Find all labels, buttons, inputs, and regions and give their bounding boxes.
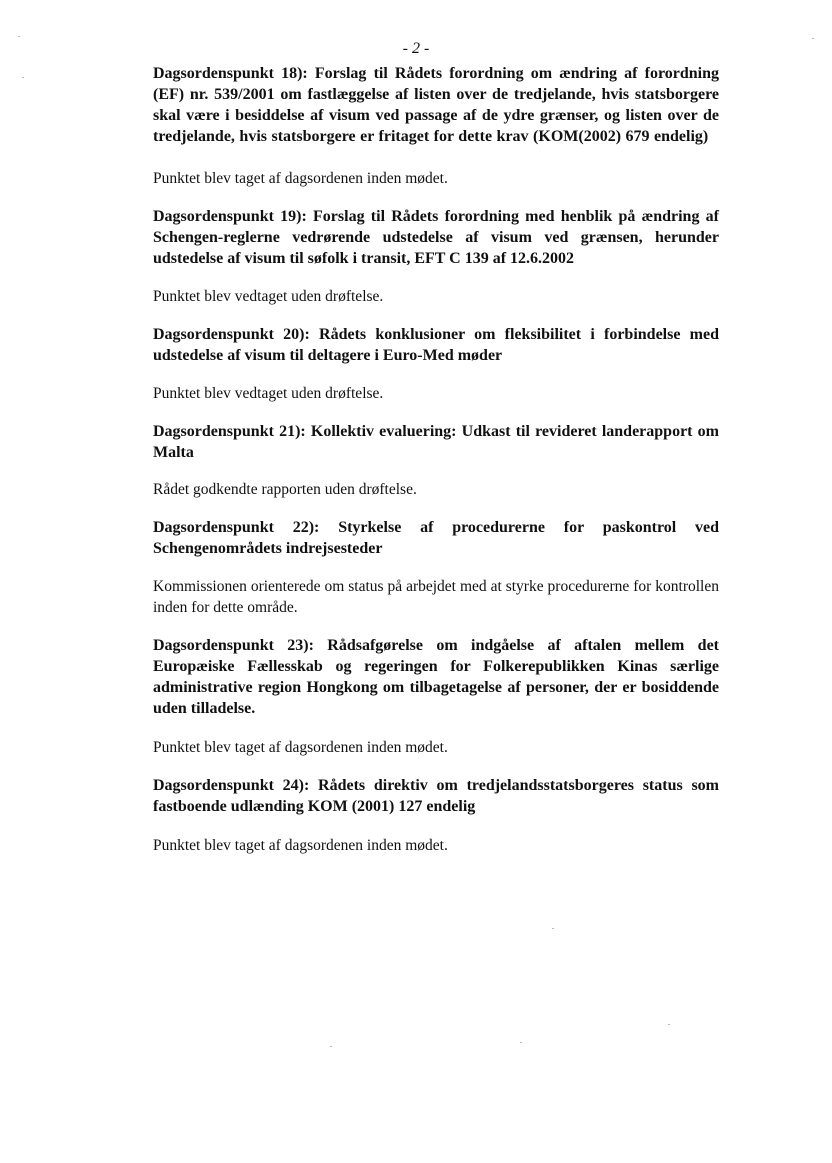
agenda-item-outcome: Punktet blev vedtaget uden drøftelse. [153, 288, 384, 305]
scan-speck [22, 77, 24, 78]
agenda-item-outcome: Punktet blev taget af dagsordenen inden mødet. [153, 837, 448, 854]
agenda-item-24 [153, 775, 719, 856]
agenda-item-22 [153, 517, 719, 618]
agenda-item-heading: Dagsordenspunkt 20): Rådets konklusioner om fleksibilitet i forbindelse med udstedelse af visum til deltagere i Euro-Med møder [153, 326, 719, 364]
agenda-item-23 [153, 635, 719, 758]
scan-speck [520, 1042, 522, 1043]
agenda-item-outcome: Punktet blev taget af dagsordenen inden mødet. [153, 739, 448, 756]
scan-speck [812, 38, 814, 39]
agenda-item-19 [153, 206, 719, 307]
document-body [153, 63, 719, 856]
page-number: - 2 - [402, 40, 430, 57]
agenda-item-21 [153, 421, 719, 500]
agenda-item-outcome: Punktet blev vedtaget uden drøftelse. [153, 385, 384, 402]
agenda-item-18 [153, 63, 719, 189]
agenda-item-outcome: Punktet blev taget af dagsordenen inden mødet. [153, 170, 448, 187]
agenda-item-20 [153, 324, 719, 404]
agenda-item-heading: Dagsordenspunkt 18): Forslag til Rådets forordning om ændring af forordning (EF) nr. 539/2001 om fastlæggelse af listen over de tredjelande, hvis statsborgere skal være i besiddelse af visum ved passage af de ydre grænser, og listen over de tredjelande, hvis statsborgere er fritaget for dette krav (KOM(2002) 679 endelig) [153, 65, 719, 145]
scan-speck [668, 1024, 670, 1025]
agenda-item-outcome: Rådet godkendte rapporten uden drøftelse. [153, 481, 417, 498]
scan-speck [552, 928, 554, 929]
agenda-item-heading: Dagsordenspunkt 19): Forslag til Rådets forordning med henblik på ændring af Schengen-reglerne vedrørende udstedelse af visum ved grænsen, herunder udstedelse af visum til søfolk i transit, EFT C 139 af 12.6.2002 [153, 208, 719, 267]
scan-speck [330, 1046, 332, 1047]
agenda-item-heading: Dagsordenspunkt 23): Rådsafgørelse om indgåelse af aftalen mellem det Europæiske Fællesskab og regeringen for Folkerepublikken Kinas særlige administrative region Hongkong om tilbagetagelse af personer, der er bosiddende uden tilladelse. [153, 637, 719, 717]
agenda-item-heading: Dagsordenspunkt 24): Rådets direktiv om tredjelandsstatsborgeres status som fastboende udlænding KOM (2001) 127 endelig [153, 777, 719, 815]
agenda-item-heading: Dagsordenspunkt 22): Styrkelse af procedurerne for paskontrol ved Schengenområdets indrejsesteder [153, 519, 719, 557]
scan-speck [18, 36, 20, 37]
agenda-item-outcome: Kommissionen orienterede om status på arbejdet med at styrke procedurerne for kontrollen inden for dette område. [153, 578, 719, 616]
agenda-item-heading: Dagsordenspunkt 21): Kollektiv evaluering: Udkast til revideret landerapport om Malta [153, 423, 719, 461]
